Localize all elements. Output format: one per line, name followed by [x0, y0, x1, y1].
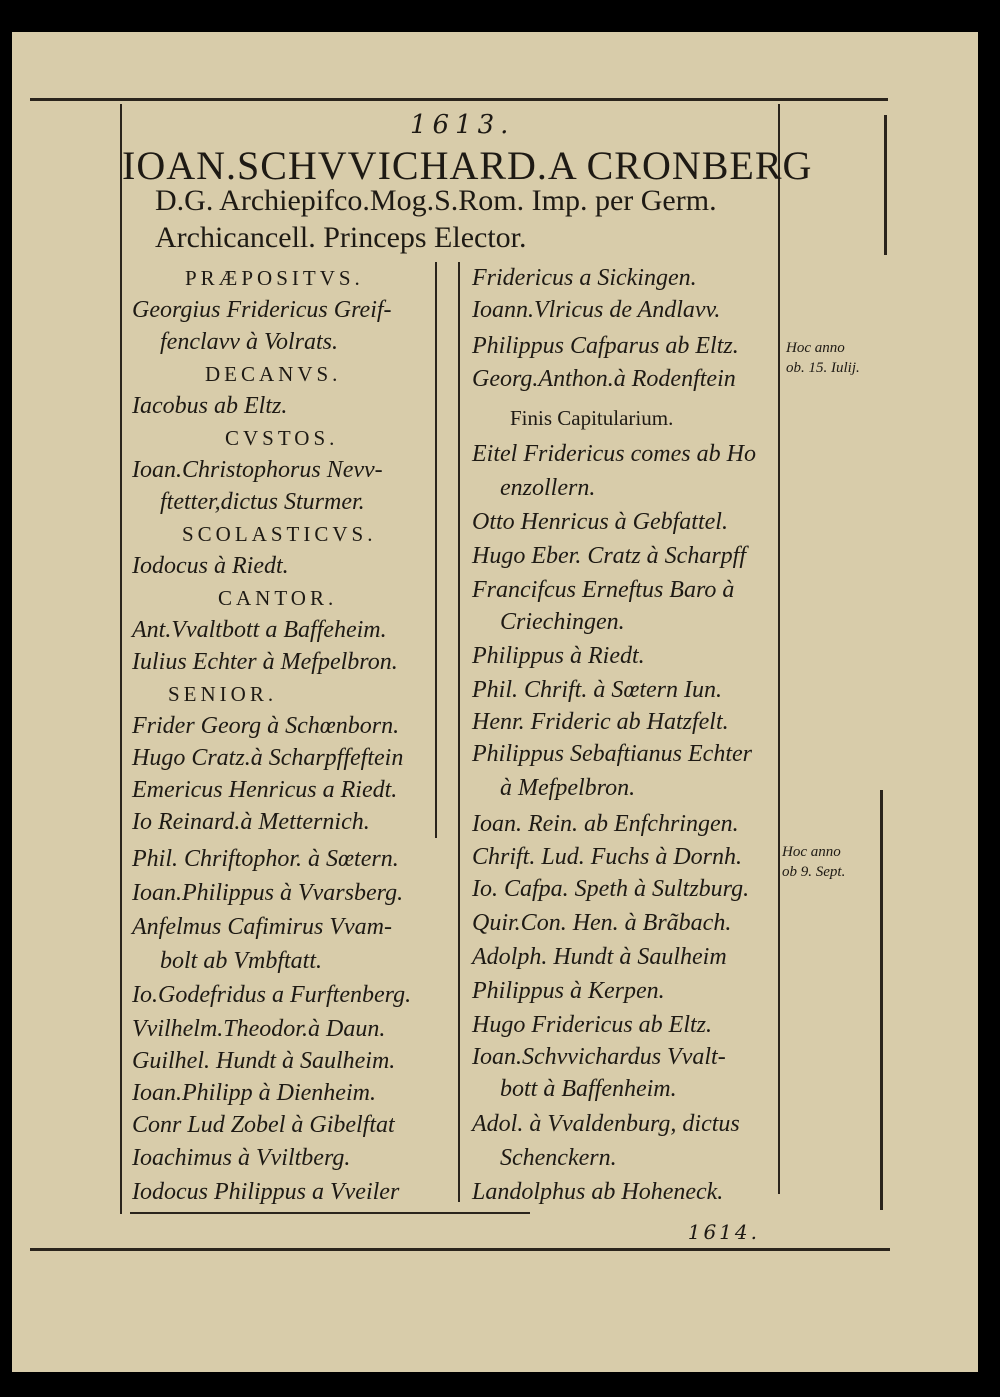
list-item: Hugo Cratz.à Scharpffeftein [132, 745, 404, 771]
list-item: Adolph. Hundt à Saulheim [472, 944, 727, 970]
list-item: SENIOR. [168, 682, 278, 706]
list-item: CANTOR. [218, 586, 338, 610]
list-item: SCOLASTICVS. [182, 522, 377, 546]
list-item: Ioan.Philippus à Vvarsberg. [132, 880, 404, 906]
margin-note-line: Hoc anno [786, 340, 845, 356]
list-item: bott à Baffenheim. [500, 1076, 677, 1102]
margin-note-line: ob. 15. Iulij. [786, 360, 860, 376]
outer-right-mark [884, 115, 887, 255]
outer-right-mark-2 [880, 790, 883, 1210]
list-item: Iacobus ab Eltz. [132, 393, 288, 419]
list-item: Ioann.Vlricus de Andlavv. [472, 297, 721, 323]
list-item: Landolphus ab Hoheneck. [472, 1179, 724, 1205]
list-item: Ioan.Christophorus Nevv- [132, 457, 383, 483]
left-border [120, 104, 122, 1214]
list-item: Iulius Echter à Mefpelbron. [132, 649, 398, 675]
list-item: Guilhel. Hundt à Saulheim. [132, 1048, 396, 1074]
top-rule [30, 98, 888, 101]
list-item: Philippus Sebaftianus Echter [472, 741, 752, 767]
list-item: PRÆPOSITVS. [185, 266, 364, 290]
list-item: Ant.Vvaltbott a Baffeheim. [132, 617, 387, 643]
list-item: Io Reinard.à Metternich. [132, 809, 370, 835]
column-divider-center [458, 262, 460, 1202]
bottom-rule [30, 1248, 890, 1251]
list-item: Io. Cafpa. Speth à Sultzburg. [472, 876, 750, 902]
list-item: Vvilhelm.Theodor.à Daun. [132, 1016, 386, 1042]
list-item: ftetter,dictus Sturmer. [160, 489, 365, 515]
list-item: à Mefpelbron. [500, 775, 636, 801]
list-item: Francifcus Erneftus Baro à [472, 577, 735, 603]
title-line-3: Archicancell. Princeps Elector. [155, 221, 527, 254]
list-item: Iodocus à Riedt. [132, 553, 289, 579]
margin-note-line: Hoc anno [782, 844, 841, 860]
bottom-short-rule [130, 1212, 530, 1214]
title-line-1: IOAN.SCHVVICHARD.A CRONBERG [122, 143, 813, 188]
list-item: Io.Godefridus a Furftenberg. [132, 982, 412, 1008]
list-item: DECANVS. [205, 362, 342, 386]
title-line-2: D.G. Archiepifco.Mog.S.Rom. Imp. per Germ. [155, 184, 717, 217]
list-item: Criechingen. [500, 609, 625, 635]
list-item: CVSTOS. [225, 426, 339, 450]
list-item: Ioachimus à Vviltberg. [132, 1145, 351, 1171]
list-item: Adol. à Vvaldenburg, dictus [472, 1111, 740, 1137]
list-item: Emericus Henricus a Riedt. [132, 777, 398, 803]
list-item: Ioan. Rein. ab Enfchringen. [472, 811, 739, 837]
margin-note [782, 842, 845, 882]
list-item: Ioan.Schvvichardus Vvalt- [472, 1044, 726, 1070]
list-item: Iodocus Philippus a Vveiler [132, 1179, 400, 1205]
list-item: bolt ab Vmbftatt. [160, 948, 322, 974]
right-border [778, 104, 780, 1194]
list-item: Conr Lud Zobel à Gibelftat [132, 1112, 395, 1138]
list-item: Otto Henricus à Gebfattel. [472, 509, 728, 535]
list-item: Frider Georg à Schœnborn. [132, 713, 400, 739]
list-item: Schenckern. [500, 1145, 617, 1171]
list-item: Ioan.Philipp à Dienheim. [132, 1080, 376, 1106]
list-item: Anfelmus Cafimirus Vvam- [132, 914, 392, 940]
list-item: Philippus Cafparus ab Eltz. [472, 333, 739, 359]
list-item: Finis Capitularium. [510, 406, 674, 430]
list-item: Georgius Fridericus Greif- [132, 297, 392, 323]
list-item: Philippus à Kerpen. [472, 978, 665, 1004]
list-item: Fridericus a Sickingen. [472, 265, 697, 291]
catchword: 1614. [687, 1220, 760, 1244]
list-item: Hugo Fridericus ab Eltz. [472, 1012, 712, 1038]
list-item: Georg.Anthon.à Rodenftein [472, 366, 736, 392]
list-item: Quir.Con. Hen. à Brãbach. [472, 910, 732, 936]
list-item: Philippus à Riedt. [472, 643, 645, 669]
list-item: Phil. Chrift. à Sœtern Iun. [472, 677, 723, 703]
list-item: fenclavv à Volrats. [160, 329, 338, 355]
list-item: enzollern. [500, 475, 596, 501]
margin-note [786, 338, 860, 378]
page-year: 1613. [410, 110, 515, 140]
list-item: Hugo Eber. Cratz à Scharpff [472, 543, 747, 569]
list-item: Chrift. Lud. Fuchs à Dornh. [472, 844, 743, 870]
list-item: Eitel Fridericus comes ab Ho [472, 441, 756, 467]
list-item: Phil. Chriftophor. à Sœtern. [132, 846, 399, 872]
column-divider-left [435, 262, 437, 838]
list-item: Henr. Frideric ab Hatzfelt. [472, 709, 729, 735]
margin-note-line: ob 9. Sept. [782, 864, 846, 880]
